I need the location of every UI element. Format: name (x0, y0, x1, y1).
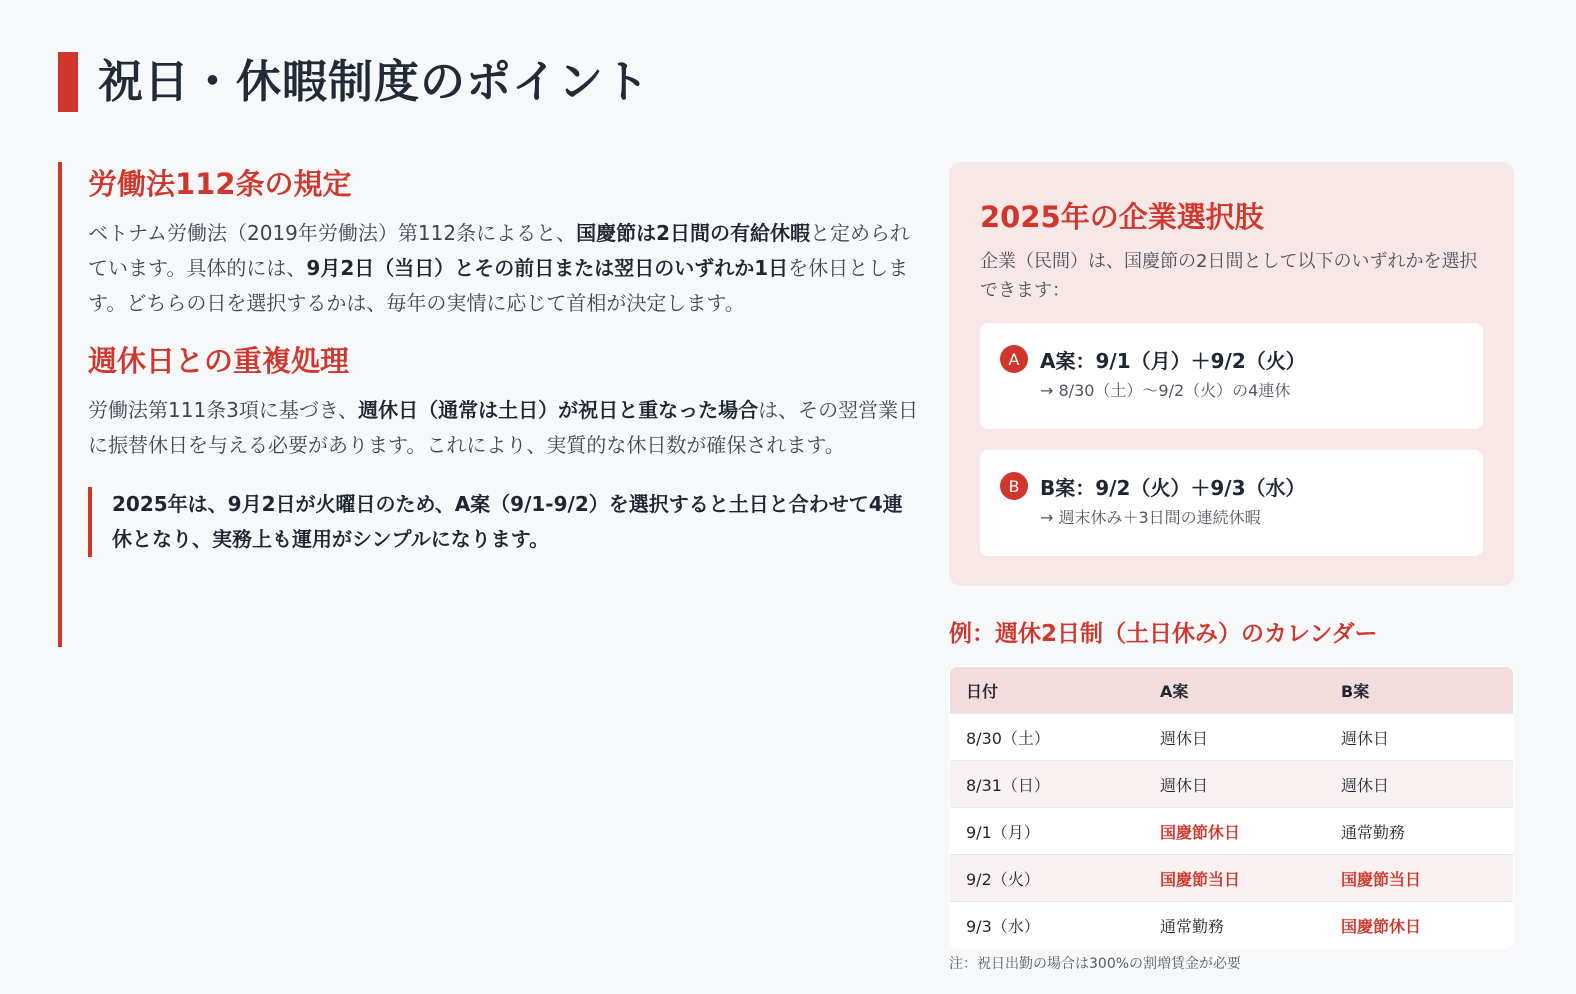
options-panel (949, 162, 1514, 586)
highlight-quote: 2025年は、9月2日が火曜日のため、A案（9/1-9/2）を選択すると土日と合わせて4連休となり、実務上も運用がシンプルになります。 (88, 487, 922, 557)
calendar-cell-b: 週休日 (1325, 714, 1514, 761)
section-heading-article112: 労働法112条の規定 (88, 167, 352, 201)
calendar-cell-date: 9/1（月） (950, 808, 1145, 855)
calendar-title: 例：週休2日制（土日休み）のカレンダー (949, 621, 1378, 647)
calendar-row (950, 714, 1514, 761)
calendar-cell-a: 国慶節休日 (1144, 808, 1325, 855)
calendar-cell-date: 9/2（火） (950, 855, 1145, 902)
calendar-cell-b: 通常勤務 (1325, 808, 1514, 855)
option-b-detail: → 週末休み＋3日間の連続休暇 (1040, 508, 1261, 527)
emphasis-text: 9月2日（当日）とその前日または翌日のいずれか1日 (306, 256, 789, 280)
options-title: 2025年の企業選択肢 (980, 200, 1264, 234)
calendar-header-b: B案 (1325, 667, 1514, 714)
option-b-label: B案：9/2（火）＋9/3（水） (1040, 475, 1306, 500)
calendar-cell-a: 週休日 (1144, 761, 1325, 808)
option-a-label: A案：9/1（月）＋9/2（火） (1040, 348, 1306, 373)
calendar-cell-a: 国慶節当日 (1144, 855, 1325, 902)
emphasis-text: 国慶節は2日間の有給休暇 (576, 221, 810, 245)
calendar-cell-a: 通常勤務 (1144, 902, 1325, 949)
body-text: ベトナム労働法（2019年労働法）第112条によると、 (88, 221, 577, 245)
option-card-b (980, 450, 1483, 556)
calendar-row (950, 902, 1514, 949)
page-title: 祝日・休暇制度のポイント (98, 55, 651, 108)
section-paragraph-article112 (88, 216, 922, 321)
calendar-row (950, 761, 1514, 808)
body-text: と定められています。具体的には、 (88, 221, 910, 280)
body-text: を休日とします。どちらの日を選択するかは、毎年の実情に応じて首相が決定します。 (88, 256, 909, 315)
title-accent-bar (58, 52, 78, 112)
body-text: 労働法第111条3項に基づき、 (88, 398, 359, 422)
calendar-table (949, 666, 1514, 949)
option-b-badge: B (1000, 472, 1028, 500)
option-a-detail: → 8/30（土）〜9/2（火）の4連休 (1040, 381, 1291, 400)
calendar-row (950, 855, 1514, 902)
calendar-cell-b: 国慶節当日 (1325, 855, 1514, 902)
option-a-badge: A (1000, 345, 1028, 373)
left-content (58, 162, 922, 647)
body-text: は、その翌営業日に振替休日を与える必要があります。これにより、実質的な休日数が確保されます。 (88, 398, 919, 457)
footnote: 注：祝日出勤の場合は300%の割増賃金が必要 (949, 956, 1242, 972)
calendar-cell-b: 国慶節休日 (1325, 902, 1514, 949)
calendar-cell-date: 9/3（水） (950, 902, 1145, 949)
calendar-header-a: A案 (1144, 667, 1325, 714)
calendar-cell-a: 週休日 (1144, 714, 1325, 761)
calendar-cell-date: 8/31（日） (950, 761, 1145, 808)
option-card-a (980, 323, 1483, 429)
emphasis-text: 週休日（通常は土日）が祝日と重なった場合 (358, 398, 759, 422)
calendar-cell-b: 週休日 (1325, 761, 1514, 808)
calendar-row (950, 808, 1514, 855)
calendar-header-row (950, 667, 1514, 714)
options-description: 企業（民間）は、国慶節の2日間として以下のいずれかを選択できます： (980, 251, 1478, 301)
section-paragraph-overlap (88, 393, 922, 463)
calendar-header-date: 日付 (950, 667, 1145, 714)
section-heading-overlap: 週休日との重複処理 (88, 344, 350, 378)
calendar-cell-date: 8/30（土） (950, 714, 1145, 761)
